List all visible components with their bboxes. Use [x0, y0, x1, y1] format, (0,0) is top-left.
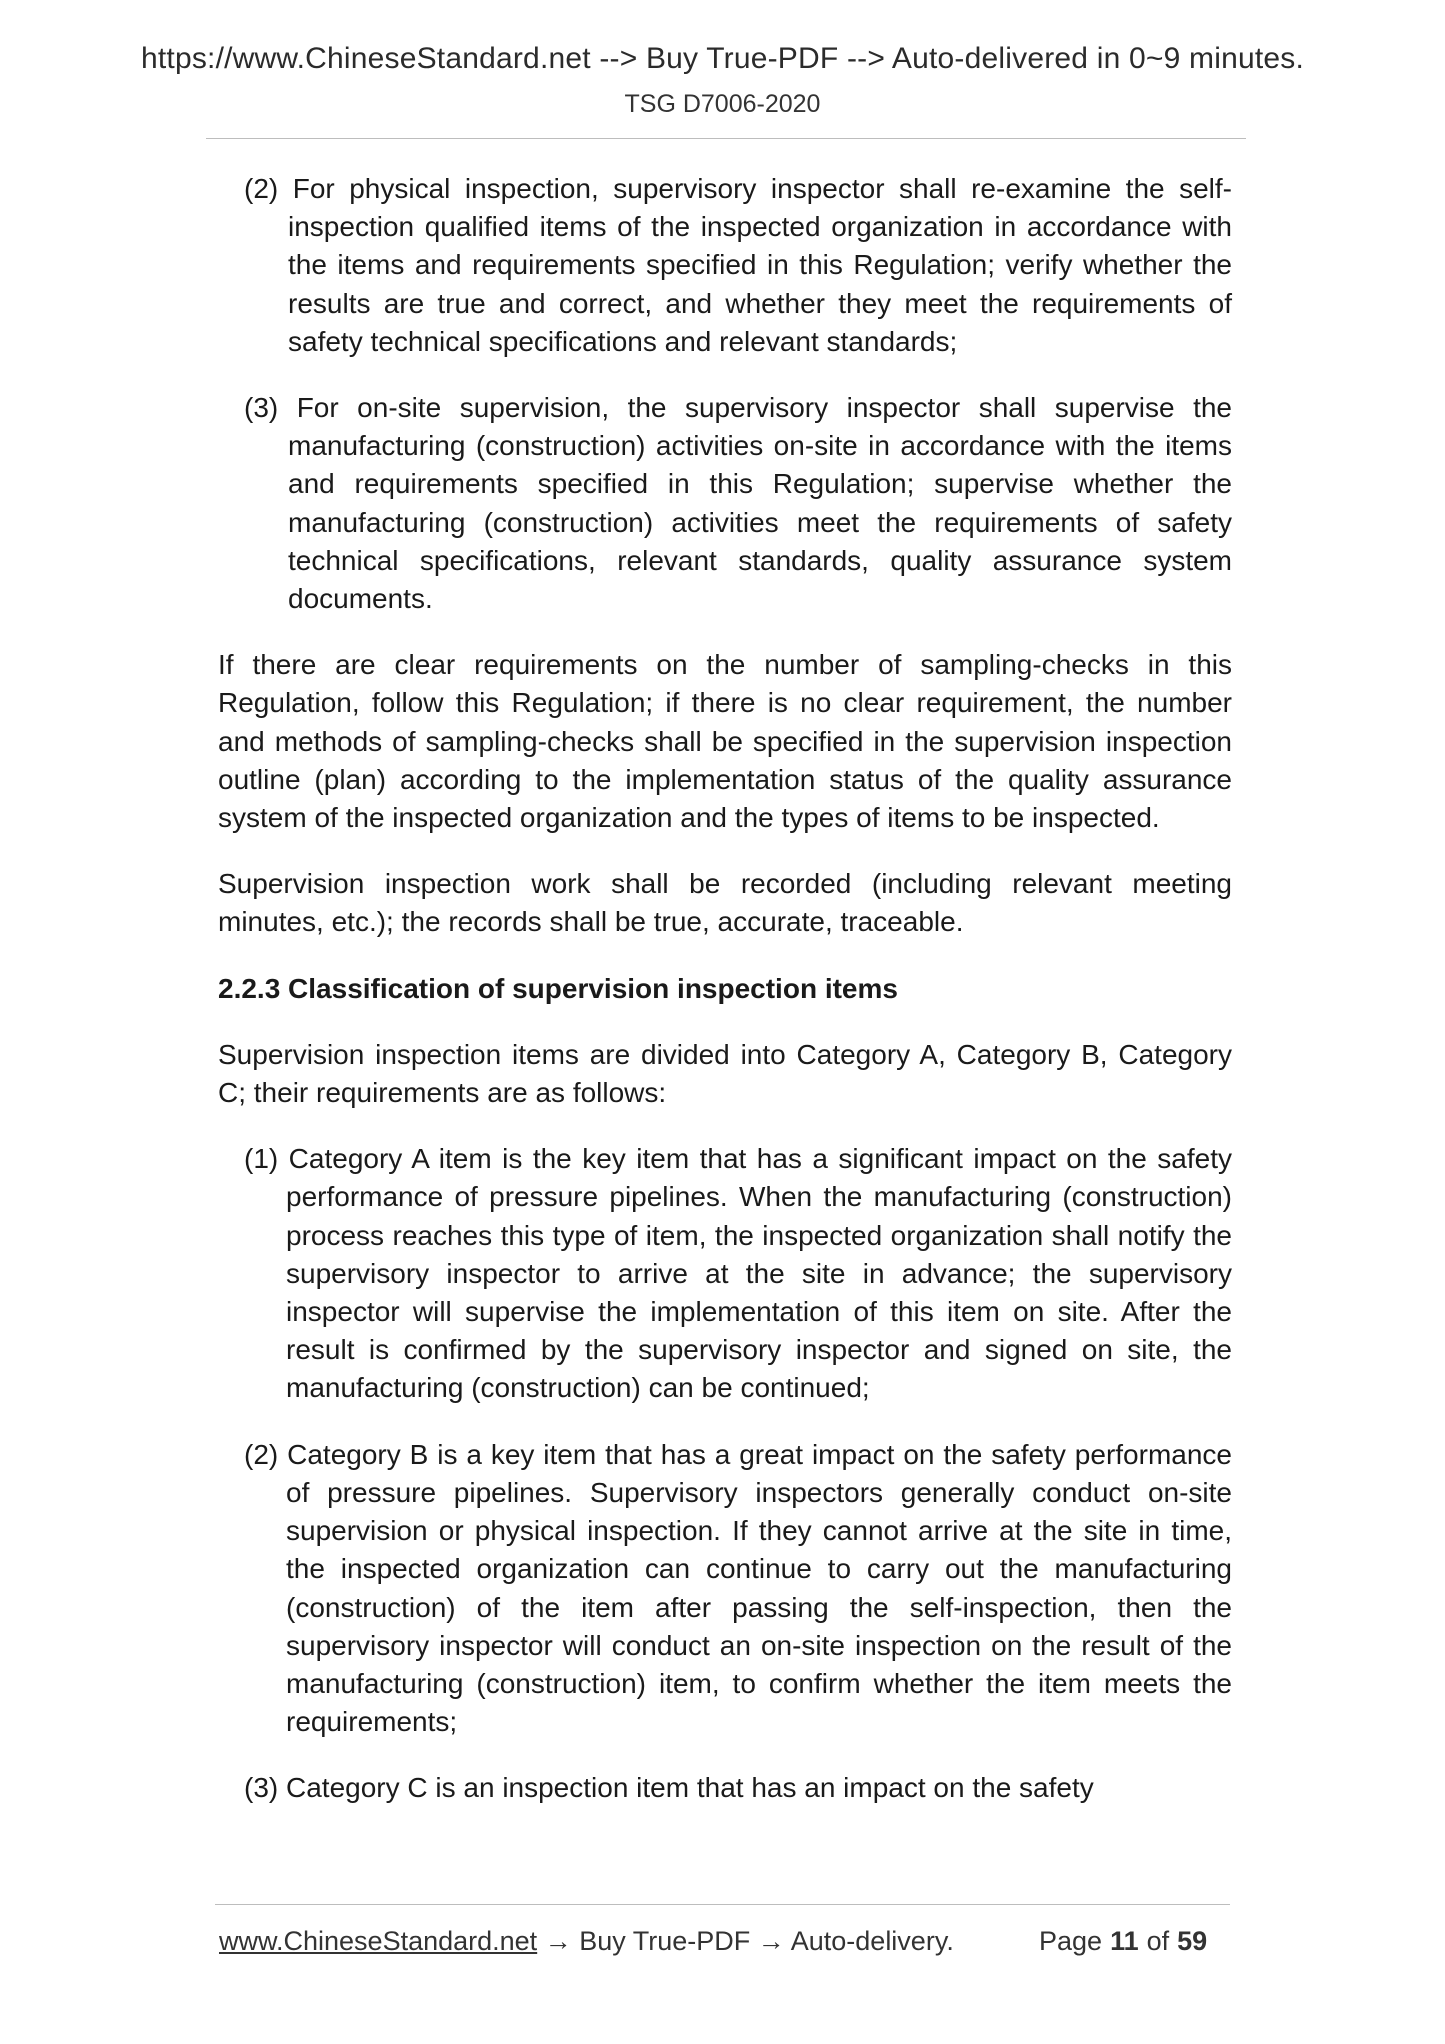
footer-promo	[219, 1926, 954, 1957]
header-divider	[206, 138, 1246, 139]
page-total: 59	[1177, 1926, 1208, 1956]
list-item-category-a: (1) Category A item is the key item that has a significant impact on the safety performance of pressure pipelines. When the manufacturing (construction) process reaches this type of item, the inspected organization shall notify the supervisory inspector to arrive at the site in advance; the supervisory inspector will supervise the implementation of this item on site. After the result is confirmed by the supervisory inspector and signed on site, the manufacturing (construction) can be continued;	[244, 1143, 1232, 1404]
paragraph-categories: Supervision inspection items are divided into Category A, Category B, Category C; their requirements are as follows:	[218, 1038, 1232, 1109]
page-number: 11	[1110, 1926, 1139, 1956]
page-content	[218, 170, 1232, 1836]
footer-divider	[215, 1904, 1230, 1905]
section-heading-2-2-3: 2.2.3 Classification of supervision inspection items	[218, 972, 898, 1004]
list-item-physical-inspection: (2) For physical inspection, supervisory inspector shall re-examine the self-inspection qualified items of the inspected organization in accordance with the items and requirements specified in this Regulation; verify whether the results are true and correct, and whether they meet the requirements of safety technical specifications and relevant standards;	[244, 173, 1232, 357]
footer-site-link[interactable]: www.ChineseStandard.net	[219, 1926, 538, 1956]
list-item-category-b: (2) Category B is a key item that has a great impact on the safety performance of pressure pipelines. Supervisory inspectors generally conduct on-site supervision or physical inspection. If they cannot arrive at the site in time, the inspected organization can continue to carry out the manufacturing (construction) of the item after passing the self-inspection, then the supervisory inspector will conduct an on-site inspection on the result of the manufacturing (construction) item, to confirm whether the item meets the requirements;	[244, 1438, 1232, 1738]
footer	[219, 1926, 1229, 1966]
page-indicator	[1039, 1926, 1215, 1957]
document-code: TSG D7006-2020	[624, 90, 821, 118]
paragraph-sampling-checks: If there are clear requirements on the number of sampling-checks in this Regulation, follow this Regulation; if there is no clear requirement, the number and methods of sampling-checks shall be specified in the supervision inspection outline (plan) according to the implementation status of the quality assurance system of the inspected organization and the types of items to be inspected.	[218, 649, 1232, 834]
list-item-onsite-supervision: (3) For on-site supervision, the supervisory inspector shall supervise the manufacturing (construction) activities on-site in accordance with the items and requirements specified in this Regulation; supervise whether the manufacturing (construction) activities meet the requirements of safety technical specifications, relevant standards, quality assurance system documents.	[244, 392, 1232, 615]
list-item-category-c: (3) Category C is an inspection item that has an impact on the safety	[244, 1772, 1094, 1804]
footer-promo-text: → Buy True-PDF → Auto-delivery.	[537, 1926, 954, 1956]
header-banner: https://www.ChineseStandard.net --> Buy True-PDF --> Auto-delivered in 0~9 minutes.	[141, 42, 1304, 75]
page-label: Page	[1039, 1926, 1103, 1956]
of-label: of	[1146, 1926, 1170, 1956]
paragraph-records: Supervision inspection work shall be recorded (including relevant meeting minutes, etc.); the records shall be true, accurate, traceable.	[218, 868, 1232, 938]
